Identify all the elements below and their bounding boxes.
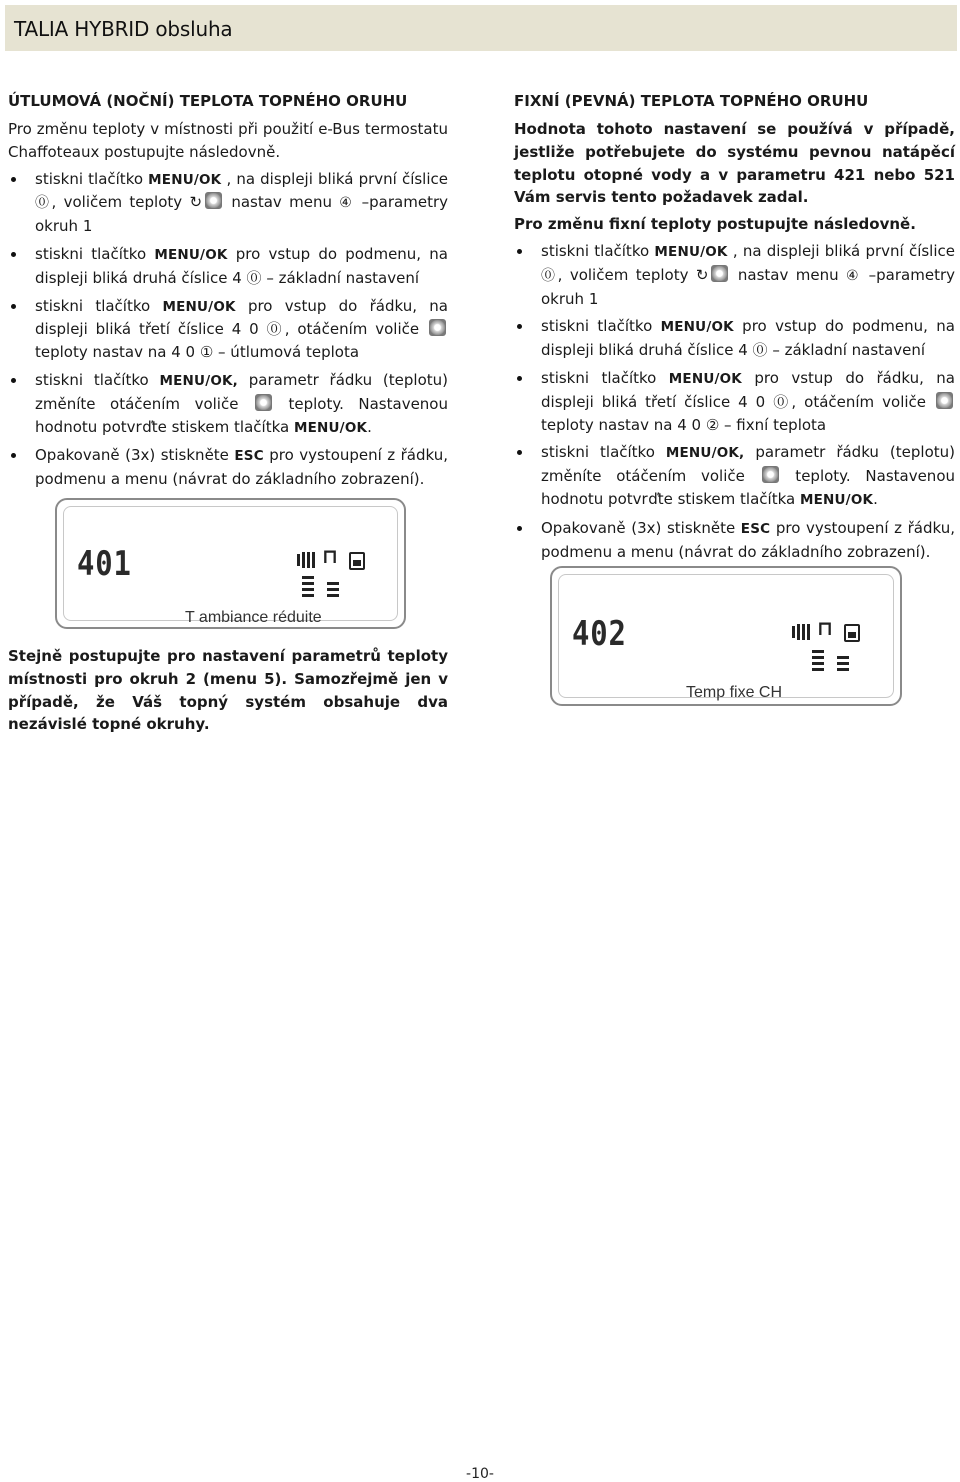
- step-text: , na displeji bliká první číslice: [221, 169, 448, 188]
- step-text: , voličem teploty: [51, 193, 190, 212]
- menu-ok-key: MENU/OK: [154, 246, 228, 263]
- tap-icon: ⊓: [322, 544, 338, 568]
- circled-digit: ④: [339, 195, 355, 212]
- step-text: stiskni tlačítko: [541, 317, 661, 336]
- document-title: TALIA HYBRID obsluha: [14, 17, 233, 41]
- step-text: teploty nastav na 4 0 ② – fixní teplota: [541, 415, 827, 434]
- step-text: stiskni tlačítko: [35, 244, 155, 263]
- right-heading: FIXNÍ (PEVNÁ) TEPLOTA TOPNÉHO ORUHU: [514, 92, 869, 110]
- left-step-5: [8, 444, 448, 491]
- step-text: stiskni tlačítko: [541, 368, 669, 387]
- dhw-level-icon: [327, 582, 341, 600]
- esc-key: ESC: [740, 520, 771, 537]
- step-text: pro vstup do podmenu, na displeji bliká druhá číslice: [541, 317, 955, 360]
- lcd-caption: T ambiance réduite: [185, 609, 322, 626]
- menu-ok-key: MENU/OK: [668, 370, 742, 387]
- step-text: 4 ⓪ – základní nastavení: [232, 268, 420, 287]
- left-column: [8, 90, 448, 496]
- step-text: .: [873, 489, 878, 508]
- step-text: , na displeji bliká první číslice: [727, 241, 955, 260]
- right-intro-2: Pro změnu fixní teploty postupujte následovně.: [514, 215, 916, 234]
- left-steps: [8, 168, 448, 491]
- right-column: [514, 90, 955, 568]
- radiator-icon: [297, 552, 317, 568]
- dhw-level-icon: [837, 656, 851, 674]
- circled-digit: ④: [846, 267, 862, 284]
- step-text: pro vstup do podmenu, na displeji bliká druhá číslice: [35, 244, 448, 287]
- temperature-knob-icon: [762, 466, 779, 483]
- lcd-code: 401: [77, 544, 132, 584]
- right-steps: [514, 240, 955, 563]
- step-text: teploty. Nastavenou hodnotu potvrďte stiskem tlačítka: [541, 467, 956, 508]
- left-step-3: [8, 295, 448, 364]
- step-text: –parametry okruh 1: [541, 265, 956, 308]
- menu-ok-key: MENU/OK: [162, 298, 236, 315]
- menu-ok-key: MENU/OK: [799, 491, 874, 508]
- page-header: [5, 5, 957, 51]
- left-bottom-note: Stejně postupujte pro nastavení parametrů teploty místnosti pro okruh 2 (menu 5). Samozřejmě jen v případě, že Váš topný systém obsahuje dva nezávislé topné okruhy.: [8, 647, 448, 734]
- step-text: parametr řádku (teplotu) změníte otáčením voliče: [541, 443, 955, 486]
- esc-key: ESC: [234, 448, 264, 465]
- right-step-2: [514, 315, 955, 362]
- lcd-code: 402: [572, 614, 627, 654]
- menu-ok-key: MENU/OK: [660, 319, 734, 336]
- tank-icon: [349, 552, 365, 570]
- right-step-5: [514, 517, 955, 564]
- right-intro: Hodnota tohoto nastavení se používá v případě, jestliže potřebujete do systému pevnou natápěcí teplotu otopné vody a v parametru 421 nebo 521 Vám servis tento požadavek zadal.: [514, 120, 955, 207]
- step-text: parametr řádku (teplotu) změníte otáčením voliče: [35, 370, 448, 413]
- left-intro: Pro změnu teploty v místnosti při použití e-Bus termostatu Chaffoteaux postupujte následovně.: [8, 120, 448, 161]
- step-text: 4 ⓪ – základní nastavení: [738, 341, 926, 360]
- rotate-arrow-icon: ↻: [189, 193, 203, 212]
- menu-ok-key: MENU/OK: [148, 171, 222, 188]
- menu-ok-key: MENU/OK: [293, 419, 368, 436]
- page-number: -10-: [466, 1466, 494, 1482]
- left-heading: ÚTLUMOVÁ (NOČNÍ) TEPLOTA TOPNÉHO ORUHU: [8, 92, 408, 110]
- lcd-display-fixed: [550, 566, 902, 706]
- step-text: Opakovaně (3x) stiskněte: [541, 518, 741, 537]
- right-step-3: [514, 367, 955, 436]
- right-step-1: [514, 240, 955, 310]
- step-text: stiskni tlačítko: [35, 370, 160, 389]
- left-step-2: [8, 243, 448, 290]
- step-text: nastav menu: [224, 193, 340, 212]
- temperature-knob-icon: [429, 319, 446, 336]
- step-text: –parametry okruh 1: [35, 193, 449, 236]
- menu-ok-key: MENU/OK,: [159, 372, 238, 389]
- tank-icon: [844, 624, 860, 642]
- heating-level-icon: [812, 650, 826, 672]
- step-text: nastav menu: [730, 265, 847, 284]
- step-text: teploty. Nastavenou hodnotu potvrďte stiskem tlačítka: [35, 394, 448, 436]
- lcd-display-reduced: [55, 498, 406, 629]
- circled-digit: ⓪: [541, 267, 558, 284]
- menu-ok-key: MENU/OK: [654, 243, 728, 260]
- step-text: pro vstup do řádku, na displeji bliká třetí číslice 4 0 ⓪, otáčením voliče: [35, 296, 448, 339]
- right-step-4: [514, 441, 955, 511]
- temperature-knob-icon: [255, 394, 272, 411]
- circled-digit: ⓪: [35, 195, 52, 212]
- step-text: teploty nastav na 4 0 ① – útlumová teplota: [35, 343, 360, 362]
- step-text: stiskni tlačítko: [35, 296, 163, 315]
- step-text: Opakovaně (3x) stiskněte: [35, 446, 235, 465]
- rotate-arrow-icon: ↻: [695, 265, 709, 284]
- step-text: stiskni tlačítko: [35, 169, 149, 188]
- step-text: pro vstup do řádku, na displeji bliká třetí číslice 4 0 ⓪, otáčením voliče: [541, 368, 955, 411]
- menu-ok-key: MENU/OK,: [665, 445, 745, 462]
- step-text: stiskni tlačítko: [541, 241, 655, 260]
- step-text: , voličem teploty: [557, 265, 696, 284]
- temperature-knob-icon: [205, 192, 222, 209]
- tap-icon: ⊓: [817, 616, 833, 640]
- left-step-1: [8, 168, 448, 238]
- step-text: stiskni tlačítko: [541, 443, 666, 462]
- lcd-caption: Temp fixe CH: [686, 684, 783, 701]
- left-step-4: [8, 369, 448, 439]
- heating-level-icon: [302, 576, 316, 598]
- temperature-knob-icon: [936, 392, 953, 409]
- temperature-knob-icon: [711, 265, 728, 282]
- radiator-icon: [792, 624, 812, 640]
- step-text: pro vystoupení z řádku, podmenu a menu (návrat do základního zobrazení).: [35, 446, 449, 489]
- step-text: pro vystoupení z řádku, podmenu a menu (návrat do základního zobrazení).: [541, 518, 956, 561]
- step-text: .: [367, 417, 372, 436]
